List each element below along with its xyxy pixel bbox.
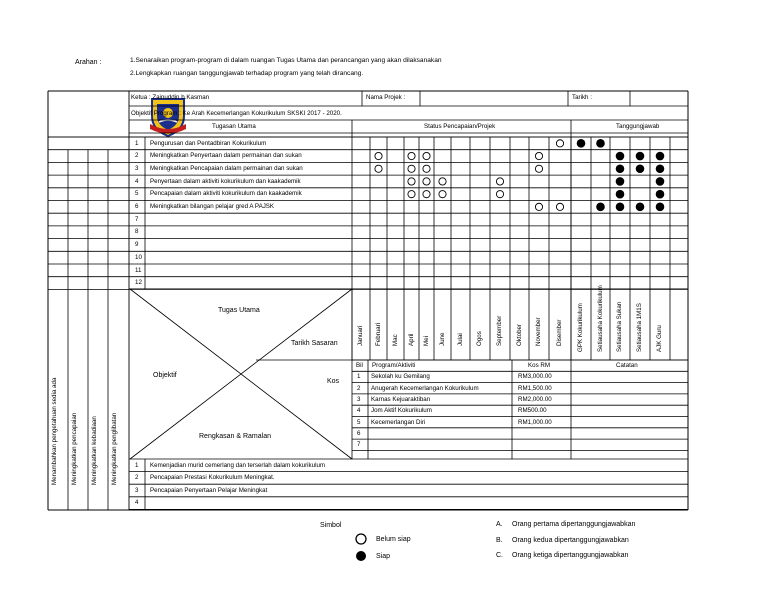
diagram-tugas-utama: Tugas Utama [218, 307, 260, 314]
program-program: Kecemerlangan Diri [371, 418, 426, 426]
program-kos: RM500.00 [518, 407, 547, 415]
responsibility-filled-circle-icon [596, 203, 605, 212]
objective-number: 4 [135, 499, 139, 507]
task-label[interactable]: Pengurusan dan Pentadbiran Kokurikulum [150, 139, 267, 147]
program-program: Anugerah Kecemerlangan Kokurikulum [371, 384, 479, 392]
status-open-circle-icon [439, 191, 446, 198]
task-label[interactable]: Pencapaian dalam aktiviti kokurikulum dan kaakademik [150, 190, 302, 198]
tugasan-utama-header: Tugasan Utama [212, 123, 256, 130]
tarikh-label: Tarikh : [572, 94, 592, 101]
program-program: Jom Aktif Kokurikulum [371, 407, 432, 415]
status-header: Status Pencapaian/Projek [424, 123, 496, 130]
month-label: June [438, 332, 446, 346]
task-number: 5 [135, 190, 139, 198]
program-kos: RM3,000.00 [518, 373, 552, 381]
responsibility-filled-circle-icon [616, 190, 625, 199]
month-label: Mei [422, 336, 430, 346]
role-label: GPK Kokurikulum [577, 303, 584, 352]
diagram-objektif: Objektif [153, 372, 177, 379]
program-program: Sekolah ku Gemilang [371, 373, 430, 381]
arahan-line-2: 2.Lengkapkan ruangan tanggungjawab terhadap program yang telah dirancang. [130, 70, 364, 77]
status-open-circle-icon [439, 178, 446, 185]
month-label: Oktober [515, 323, 523, 346]
role-label: Setiausaha Kokurikulum [596, 285, 604, 352]
left-vertical-label: Meningkatkan pencapaian [71, 412, 78, 485]
task-number: 6 [135, 203, 139, 210]
status-open-circle-icon [423, 152, 430, 159]
month-label: Januari [357, 325, 364, 346]
legend-a-text: Orang pertama dipertanggungjawabkan [512, 521, 636, 528]
arahan-label: Arahan : [75, 59, 102, 66]
month-label: Februari [374, 322, 382, 346]
month-label: Disember [556, 319, 563, 346]
status-open-circle-icon [535, 152, 542, 159]
status-open-circle-icon [535, 203, 542, 210]
objective-number: 3 [135, 486, 139, 494]
task-label[interactable]: Meningkatkan Penyertaan dalam permainan dan sukan [150, 152, 302, 160]
responsibility-filled-circle-icon [656, 203, 665, 212]
status-open-circle-icon [423, 165, 430, 172]
legend-a: A. [496, 521, 503, 528]
tanggungjawab-header: Tanggungjawab [616, 123, 660, 130]
task-number: 2 [135, 152, 139, 160]
responsibility-filled-circle-icon [636, 164, 645, 173]
program-kos: RM1,500.00 [518, 384, 552, 392]
task-number: 9 [135, 241, 139, 249]
program-kos: RM2,000.00 [518, 395, 552, 403]
objective-label[interactable]: Kemenjadian murid cemerlang dan terserlah dalam kokurikulum [150, 461, 326, 469]
responsibility-filled-circle-icon [636, 152, 645, 161]
legend-belum-siap: Belum siap [376, 536, 411, 543]
status-open-circle-icon [408, 152, 415, 159]
legend-c: C. [496, 552, 503, 559]
role-label: Setiausaha 1M1S [636, 303, 643, 352]
program-bil-header: Bil [356, 362, 363, 369]
month-label: April [407, 333, 415, 346]
status-open-circle-icon [375, 165, 382, 172]
responsibility-filled-circle-icon [596, 139, 605, 148]
objektif-program-label: Objektif Program : Ke Arah Kecemerlangan Kokurikulum SKSKI 2017 - 2020. [131, 110, 342, 117]
responsibility-filled-circle-icon [656, 177, 665, 186]
status-open-circle-icon [556, 140, 563, 147]
responsibility-filled-circle-icon [616, 177, 625, 186]
program-bil: 5 [357, 418, 361, 426]
program-kos-header: Kos RM [528, 362, 551, 369]
task-number: 8 [135, 228, 139, 236]
responsibility-filled-circle-icon [636, 203, 645, 212]
left-vertical-label: Meningkatkan penglibatan [111, 412, 118, 485]
status-open-circle-icon [496, 191, 503, 198]
responsibility-filled-circle-icon [656, 190, 665, 199]
task-label[interactable]: Penyertaan dalam aktiviti kokurikulum dan kaakademik [150, 177, 301, 185]
program-bil: 1 [357, 373, 361, 381]
status-open-circle-icon [408, 191, 415, 198]
responsibility-filled-circle-icon [616, 152, 625, 161]
program-bil: 7 [357, 441, 361, 449]
role-label: Setiausaha Sukan [616, 301, 623, 352]
month-label: September [496, 315, 503, 346]
objective-label[interactable]: Pencapaian Penyertaan Pelajar Meningkat [150, 486, 268, 494]
task-number: 10 [135, 253, 142, 261]
objective-label[interactable]: Pencapaian Prestasi Kokurikulum Meningkat. [150, 474, 275, 482]
objective-number: 1 [135, 461, 139, 469]
responsibility-filled-circle-icon [616, 203, 625, 212]
status-open-circle-icon [408, 165, 415, 172]
task-number: 11 [135, 266, 142, 274]
responsibility-filled-circle-icon [656, 152, 665, 161]
responsibility-filled-circle-icon [656, 164, 665, 173]
task-number: 7 [135, 215, 139, 223]
objective-number: 2 [135, 474, 139, 482]
program-program: Karnas Kejuaraktiban [371, 395, 431, 403]
diagram-tarikh-sasaran: Tarikh Sasaran [291, 340, 338, 347]
legend-c-text: Orang ketiga dipertanggungjawabkan [512, 552, 629, 559]
diagram-rengkasan: Rengkasan & Ramalan [199, 433, 271, 440]
legend-b-text: Orang kedua dipertanggungjawabkan [512, 537, 629, 544]
role-label: AJK Guru [656, 325, 663, 352]
status-open-circle-icon [423, 191, 430, 198]
month-label: November [535, 317, 542, 346]
task-number: 3 [135, 164, 139, 172]
status-open-circle-icon [375, 152, 382, 159]
arahan-line-1: 1.Senaraikan program-program di dalam ruangan Tugas Utama dan perancangan yang akan dilaksanakan [130, 57, 442, 64]
program-name-header: Program/Aktiviti [372, 362, 416, 369]
status-open-circle-icon [408, 178, 415, 185]
program-catatan-header: Catatan [616, 362, 638, 369]
legend-simbol: Simbol [320, 522, 342, 529]
responsibility-filled-circle-icon [577, 139, 586, 148]
task-number: 1 [135, 139, 139, 147]
task-number: 4 [135, 177, 139, 185]
left-vertical-label: Menambahkan pengetahuan sedia ada [51, 377, 58, 485]
program-bil: 3 [357, 395, 361, 403]
status-open-circle-icon [496, 178, 503, 185]
task-label[interactable]: Meningkatkan bilangan pelajar gred A PAJSK [150, 203, 275, 210]
status-open-circle-icon [423, 178, 430, 185]
diagram-kos: Kos [327, 378, 340, 385]
month-label: Ogos [476, 331, 483, 346]
status-open-circle-icon [535, 165, 542, 172]
program-bil: 4 [357, 407, 361, 415]
program-bil: 2 [357, 384, 361, 392]
legend-b: B. [496, 537, 503, 544]
program-kos: RM1,000.00 [518, 418, 552, 426]
program-bil: 6 [357, 429, 361, 437]
ketua-label: Ketua : Zainuddin b.Kasman [131, 94, 210, 101]
legend-siap: Siap [376, 553, 391, 560]
task-label[interactable]: Meningkatkan Pencapaian dalam permainan dan sukan [150, 164, 303, 172]
month-label: Julai [456, 333, 464, 346]
task-number: 12 [135, 279, 142, 287]
month-label: Mac [391, 334, 399, 346]
status-open-circle-icon [556, 203, 563, 210]
left-vertical-label: Meningkatkan kebadiaan [91, 416, 98, 485]
nama-projek-label: Nama Projek : [366, 94, 406, 101]
responsibility-filled-circle-icon [616, 164, 625, 173]
